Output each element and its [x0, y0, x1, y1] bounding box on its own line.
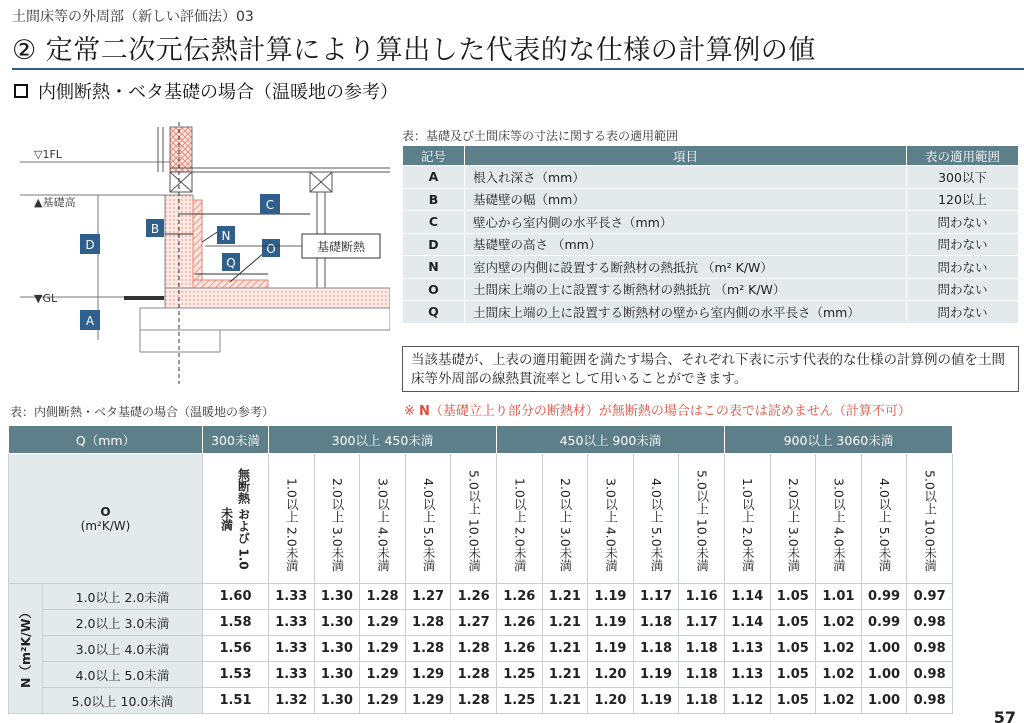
- svg-text:B: B: [150, 222, 160, 236]
- value-cell: 1.01: [816, 584, 862, 610]
- table-row: [9, 688, 953, 714]
- range-item: 壁心から室内側の水平長さ（mm）: [465, 211, 907, 234]
- value-cell: 1.05: [770, 610, 816, 636]
- table-row: [403, 278, 1019, 301]
- value-cell: 0.99: [861, 610, 907, 636]
- value-cell: 1.18: [679, 662, 725, 688]
- range-symbol: C: [403, 211, 465, 234]
- range-header-symbol: 記号: [403, 146, 465, 166]
- value-cell: 1.19: [588, 610, 634, 636]
- value-cell: 1.13: [724, 662, 770, 688]
- table-row: [403, 166, 1019, 189]
- q-group-header: 450以上 900未満: [496, 426, 724, 454]
- value-cell: 1.20: [588, 662, 634, 688]
- value-cell: 1.02: [816, 610, 862, 636]
- fl-label: ▽1FL: [34, 148, 62, 161]
- value-cell: 1.14: [724, 584, 770, 610]
- range-header-range: 表の適用範囲: [907, 146, 1019, 166]
- note-box: 当該基礎が、上表の適用範囲を満たす場合、それぞれ下表に示す代表的な仕様の計算例の値を土間床等外周部の線熱貫流率として用いることができます。: [402, 346, 1019, 392]
- section-heading-text: 内側断熱・ベタ基礎の場合（温暖地の参考）: [38, 82, 398, 103]
- n-row-label: 3.0以上 4.0未満: [43, 636, 203, 662]
- o-col-header: 3.0以上 4.0未満: [816, 454, 862, 584]
- table-row: [9, 662, 953, 688]
- value-cell: 1.21: [542, 636, 588, 662]
- q-label-header: Q（mm）: [9, 426, 203, 454]
- gl-label: ▼GL: [34, 292, 58, 305]
- value-cell: 1.28: [405, 610, 451, 636]
- psi-value-table: [8, 425, 953, 714]
- value-cell: 0.98: [907, 610, 953, 636]
- table-row: [9, 636, 953, 662]
- value-cell: 1.29: [360, 636, 406, 662]
- tag-o: [262, 239, 280, 257]
- range-item: 基礎壁の高さ （mm）: [465, 233, 907, 256]
- value-cell: 1.29: [405, 662, 451, 688]
- page-number: 57: [993, 708, 1016, 723]
- value-cell: 1.28: [360, 584, 406, 610]
- warning-text: （基礎立上り部分の断熱材）が無断熱の場合はこの表では読めません（計算不可）: [429, 404, 911, 419]
- warning-note: [404, 400, 911, 419]
- range-table-caption: 表：基礎及び土間床等の寸法に関する表の適用範囲: [402, 129, 679, 143]
- range-symbol: D: [403, 233, 465, 256]
- value-cell: 1.16: [679, 584, 725, 610]
- o-col-header: 5.0以上 10.0未満: [907, 454, 953, 584]
- value-cell: 1.28: [451, 636, 497, 662]
- table-row: [403, 301, 1019, 324]
- value-cell: 1.51: [203, 688, 269, 714]
- value-cell: 1.33: [269, 662, 315, 688]
- o-col-header: 無断熱 および 1.0未満: [203, 454, 269, 584]
- svg-text:基礎断熱: 基礎断熱: [316, 240, 366, 254]
- value-cell: 1.26: [496, 610, 542, 636]
- tag-c: [260, 194, 280, 214]
- svg-text:O: O: [266, 242, 276, 256]
- value-cell: 1.18: [633, 610, 679, 636]
- table-row: [9, 584, 953, 610]
- value-cell: 1.17: [679, 610, 725, 636]
- table-row: [9, 610, 953, 636]
- range-value: 120以上: [907, 188, 1019, 211]
- value-cell: 1.29: [360, 662, 406, 688]
- range-value: 問わない: [907, 256, 1019, 279]
- value-cell: 1.18: [679, 688, 725, 714]
- value-cell: 1.30: [314, 610, 360, 636]
- o-col-header: 2.0以上 3.0未満: [542, 454, 588, 584]
- o-unit: (m²K/W): [80, 518, 131, 533]
- foundation-diagram: [20, 122, 390, 384]
- range-value: 300以下: [907, 166, 1019, 189]
- table-row: [403, 211, 1019, 234]
- q-group-header: 300以上 450未満: [269, 426, 497, 454]
- range-symbol: A: [403, 166, 465, 189]
- value-cell: 1.26: [496, 636, 542, 662]
- value-cell: 1.18: [633, 636, 679, 662]
- value-cell: 1.33: [269, 610, 315, 636]
- sub-header: 土間床等の外周部（新しい評価法）03: [12, 9, 254, 25]
- o-col-header: 3.0以上 4.0未満: [588, 454, 634, 584]
- value-cell: 1.02: [816, 636, 862, 662]
- value-cell: 1.28: [405, 636, 451, 662]
- value-cell: 1.30: [314, 688, 360, 714]
- o-col-header: 4.0以上 5.0未満: [405, 454, 451, 584]
- range-symbol: B: [403, 188, 465, 211]
- range-symbol: O: [403, 278, 465, 301]
- warning-prefix: ※: [404, 404, 420, 419]
- value-cell: 1.19: [633, 688, 679, 714]
- svg-text:Q: Q: [226, 256, 236, 270]
- o-label: O: [100, 504, 111, 519]
- value-cell: 1.00: [861, 662, 907, 688]
- value-cell: 1.14: [724, 610, 770, 636]
- o-col-header: 4.0以上 5.0未満: [633, 454, 679, 584]
- value-cell: 1.25: [496, 662, 542, 688]
- q-group-header: 900以上 3060未満: [724, 426, 952, 454]
- value-cell: 1.29: [360, 610, 406, 636]
- range-value: 問わない: [907, 233, 1019, 256]
- value-cell: 1.28: [451, 688, 497, 714]
- n-label-cell: N（m²K/W）: [9, 584, 43, 714]
- value-cell: 1.30: [314, 636, 360, 662]
- svg-text:C: C: [265, 198, 275, 212]
- range-value: 問わない: [907, 211, 1019, 234]
- value-cell: 1.02: [816, 662, 862, 688]
- title-rule: [12, 68, 1024, 70]
- n-row-label: 4.0以上 5.0未満: [43, 662, 203, 688]
- value-cell: 1.27: [451, 610, 497, 636]
- range-symbol: Q: [403, 301, 465, 324]
- o-col-header: 4.0以上 5.0未満: [861, 454, 907, 584]
- value-cell: 1.13: [724, 636, 770, 662]
- value-cell: 1.19: [588, 584, 634, 610]
- value-cell: 1.30: [314, 584, 360, 610]
- value-cell: 1.18: [679, 636, 725, 662]
- value-cell: 1.12: [724, 688, 770, 714]
- value-cell: 1.05: [770, 662, 816, 688]
- value-cell: 1.02: [816, 688, 862, 714]
- tag-a: [80, 310, 100, 330]
- square-bullet-icon: [14, 84, 28, 98]
- warning-symbol: N: [419, 404, 430, 419]
- value-cell: 0.98: [907, 688, 953, 714]
- range-item: 基礎壁の幅（mm）: [465, 188, 907, 211]
- range-value: 問わない: [907, 301, 1019, 324]
- page-title: ② 定常二次元伝熱計算により算出した代表的な仕様の計算例の値: [12, 35, 816, 66]
- value-cell: 1.26: [451, 584, 497, 610]
- n-row-label: 5.0以上 10.0未満: [43, 688, 203, 714]
- value-cell: 1.05: [770, 584, 816, 610]
- value-cell: 1.60: [203, 584, 269, 610]
- svg-text:A: A: [85, 314, 95, 328]
- n-row-label: 2.0以上 3.0未満: [43, 610, 203, 636]
- range-item: 土間床上端の上に設置する断熱材の壁から室内側の水平長さ（mm）: [465, 301, 907, 324]
- value-cell: 0.97: [907, 584, 953, 610]
- svg-text:N: N: [221, 229, 231, 243]
- kiso-label: ▲基礎高: [34, 196, 76, 209]
- table-row: [403, 256, 1019, 279]
- o-col-header: 3.0以上 4.0未満: [360, 454, 406, 584]
- table-row: [403, 188, 1019, 211]
- svg-text:D: D: [85, 238, 95, 252]
- o-col-header: 5.0以上 10.0未満: [679, 454, 725, 584]
- o-col-header: 5.0以上 10.0未満: [451, 454, 497, 584]
- value-cell: 1.28: [451, 662, 497, 688]
- tag-q: [222, 253, 240, 271]
- value-cell: 1.56: [203, 636, 269, 662]
- value-cell: 1.17: [633, 584, 679, 610]
- value-cell: 1.30: [314, 662, 360, 688]
- value-cell: 1.27: [405, 584, 451, 610]
- value-cell: 1.33: [269, 636, 315, 662]
- main-table-caption: 表：内側断熱・ベタ基礎の場合（温暖地の参考）: [10, 405, 275, 419]
- value-cell: 0.99: [861, 584, 907, 610]
- range-table: [402, 145, 1019, 324]
- value-cell: 1.29: [360, 688, 406, 714]
- value-cell: 1.05: [770, 688, 816, 714]
- range-item: 根入れ深さ（mm）: [465, 166, 907, 189]
- value-cell: 1.33: [269, 584, 315, 610]
- o-label-cell: [9, 454, 203, 584]
- o-col-header: 1.0以上 2.0未満: [269, 454, 315, 584]
- table-row: [403, 233, 1019, 256]
- range-value: 問わない: [907, 278, 1019, 301]
- range-item: 室内壁の内側に設置する断熱材の熱抵抗 （m² K/W）: [465, 256, 907, 279]
- value-cell: 1.58: [203, 610, 269, 636]
- value-cell: 1.19: [633, 662, 679, 688]
- value-cell: 1.25: [496, 688, 542, 714]
- tag-d: [80, 234, 100, 254]
- value-cell: 1.29: [405, 688, 451, 714]
- range-header-item: 項目: [465, 146, 907, 166]
- value-cell: 1.21: [542, 610, 588, 636]
- section-heading: [14, 78, 398, 104]
- value-cell: 1.32: [269, 688, 315, 714]
- o-col-header: 2.0以上 3.0未満: [314, 454, 360, 584]
- o-col-header: 2.0以上 3.0未満: [770, 454, 816, 584]
- range-item: 土間床上端の上に設置する断熱材の熱抵抗 （m² K/W）: [465, 278, 907, 301]
- q-group-header: 300未満: [203, 426, 269, 454]
- o-col-header: 1.0以上 2.0未満: [724, 454, 770, 584]
- value-cell: 1.21: [542, 662, 588, 688]
- value-cell: 1.00: [861, 636, 907, 662]
- n-row-label: 1.0以上 2.0未満: [43, 584, 203, 610]
- value-cell: 1.20: [588, 688, 634, 714]
- value-cell: 1.05: [770, 636, 816, 662]
- value-cell: 1.00: [861, 688, 907, 714]
- range-symbol: N: [403, 256, 465, 279]
- insulation-callout: [302, 234, 380, 258]
- value-cell: 1.26: [496, 584, 542, 610]
- tag-b: [146, 219, 164, 237]
- tag-n: [217, 226, 235, 244]
- value-cell: 0.98: [907, 662, 953, 688]
- value-cell: 1.21: [542, 584, 588, 610]
- value-cell: 1.53: [203, 662, 269, 688]
- value-cell: 1.21: [542, 688, 588, 714]
- value-cell: 0.98: [907, 636, 953, 662]
- o-col-header: 1.0以上 2.0未満: [496, 454, 542, 584]
- value-cell: 1.19: [588, 636, 634, 662]
